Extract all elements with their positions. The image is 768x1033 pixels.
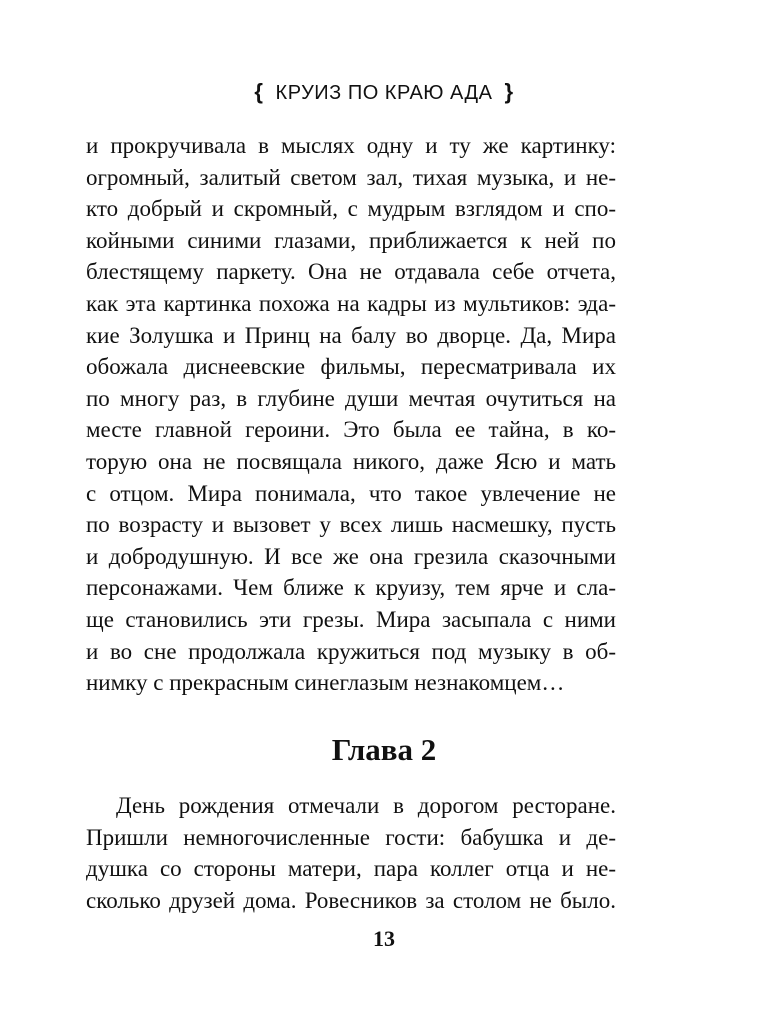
header-brace-left: { [254, 79, 264, 104]
chapter-heading: Глава 2 [331, 732, 437, 767]
book-title: КРУИЗ ПО КРАЮ АДА [275, 82, 493, 104]
text-line: по многу раз, в глубине души мечтая очутиться на [86, 385, 616, 411]
text-line: кие Золушка и Принц на балу во дворце. Да, Мира [86, 322, 616, 348]
text-line: огромный, залитый светом зал, тихая музыка, и не- [86, 164, 616, 190]
header-brace-right: } [504, 79, 514, 104]
paragraph-continued [86, 130, 616, 699]
text-line: как эта картинка похожа на кадры из мультиков: эда- [86, 290, 616, 316]
text-line-first: День рождения отмечали в дорогом ресторане. [116, 793, 616, 818]
text-line: койными синими глазами, приближается к ней по [86, 227, 616, 253]
text-line-last: нимку с прекрасным синеглазым незнакомцем… [86, 670, 565, 696]
text-line: Пришли немногочисленные гости: бабушка и де- [86, 824, 616, 850]
text-line: ще становились эти грезы. Мира засыпала с ними [86, 606, 616, 632]
paragraph-chapter-2 [86, 790, 616, 916]
text-line: и прокручивала в мыслях одну и ту же картинку: [86, 133, 616, 158]
text-line: обожала диснеевские фильмы, пересматривала их [86, 354, 616, 380]
text-line: и во сне продолжала кружиться под музыку в об- [86, 638, 616, 664]
text-line: с отцом. Мира понимала, что такое увлечение не [86, 480, 616, 506]
text-line: по возрасту и вызовет у всех лишь насмешку, пусть [86, 512, 616, 538]
running-header [0, 78, 768, 107]
text-line: душка со стороны матери, пара коллег отца и не- [86, 856, 616, 882]
page-number: 13 [373, 926, 395, 951]
text-line: блестящему паркету. Она не отдавала себе отчета, [86, 259, 616, 285]
text-line: и добродушную. И все же она грезила сказочными [86, 543, 616, 569]
text-line: персонажами. Чем ближе к круизу, тем ярче и сла- [86, 575, 616, 601]
text-line: месте главной героини. Это была ее тайна, в ко- [86, 417, 616, 443]
text-line: торую она не посвящала никого, даже Ясю и мать [86, 448, 616, 474]
text-line: кто добрый и скромный, с мудрым взглядом и спо- [86, 196, 616, 222]
text-line: сколько друзей дома. Ровесников за столом не было. [86, 887, 616, 913]
